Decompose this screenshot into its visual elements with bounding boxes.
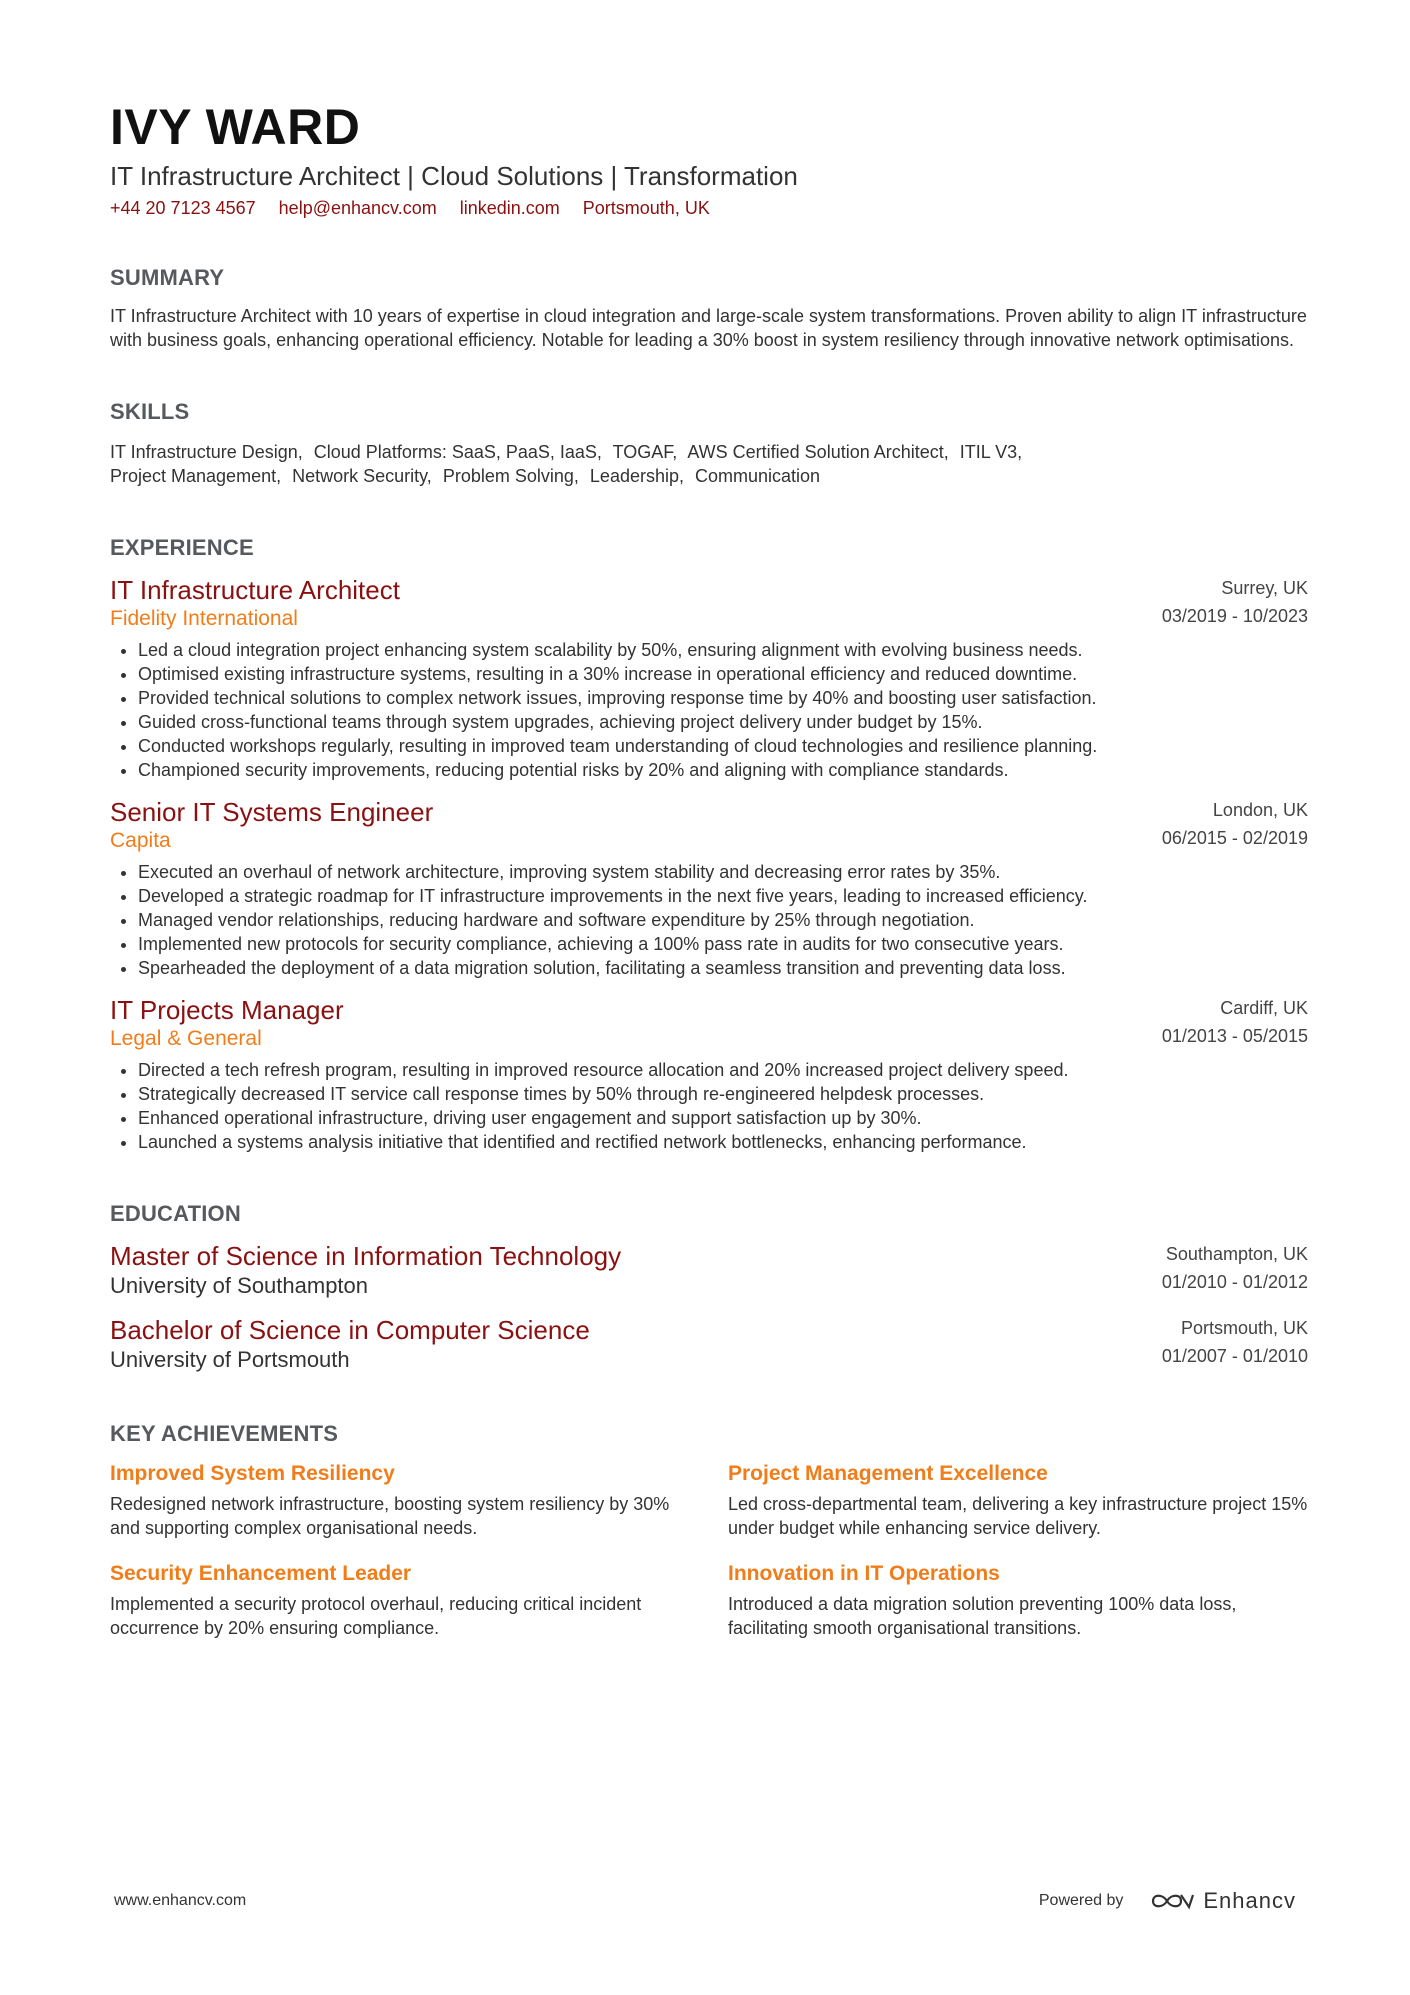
job-entry xyxy=(110,574,1308,782)
achievement-title: Security Enhancement Leader xyxy=(110,1562,412,1585)
achievement-desc: Led cross-departmental team, delivering a key infrastructure project 15% under budget while enhancing service delivery. xyxy=(728,1494,1308,1538)
skill-item: IT Infrastructure Design, xyxy=(110,442,303,462)
education-heading: EDUCATION xyxy=(110,1201,241,1226)
job-bullet: • Implemented new protocols for security compliance, achieving a 100% pass rate in audits for two consecutive years. xyxy=(138,932,1308,956)
company-name: Legal & General xyxy=(110,1027,262,1050)
job-entry xyxy=(110,994,1308,1154)
education-location: Portsmouth, UK xyxy=(1180,1318,1308,1338)
skill-item: Project Management, xyxy=(110,466,282,486)
job-bullets xyxy=(110,860,1308,980)
achievement-item xyxy=(110,1460,728,1540)
contact-line xyxy=(110,196,1308,220)
achievement-desc: Redesigned network infrastructure, boosting system resiliency by 30% and supporting complex organisational needs. xyxy=(110,1494,670,1538)
achievement-title: Improved System Resiliency xyxy=(110,1462,395,1485)
achievements-grid xyxy=(110,1460,1308,1660)
skill-item: Communication xyxy=(695,466,821,486)
skills-list xyxy=(110,440,1308,488)
job-bullets xyxy=(110,638,1308,782)
job-bullets xyxy=(110,1058,1308,1154)
email-link[interactable]: help@enhancv.com xyxy=(278,198,437,218)
job-bullet: • Led a cloud integration project enhancing system scalability by 50%, ensuring alignment with evolving business needs. xyxy=(138,638,1308,662)
job-bullet: • Executed an overhaul of network architecture, improving system stability and decreasing error rates by 35%. xyxy=(138,860,1308,884)
skill-item: ITIL V3, xyxy=(959,442,1023,462)
skill-item: Cloud Platforms: SaaS, PaaS, IaaS, xyxy=(313,442,602,462)
headline: IT Infrastructure Architect | Cloud Solutions | Transformation xyxy=(110,161,798,191)
resume-page xyxy=(110,100,1308,1660)
achievement-item xyxy=(728,1560,1308,1640)
job-bullet: • Developed a strategic roadmap for IT infrastructure improvements in the next five years, leading to increased efficiency. xyxy=(138,884,1308,908)
skills-heading: SKILLS xyxy=(110,399,190,424)
page-footer xyxy=(0,1888,1410,1918)
education-location: Southampton, UK xyxy=(1165,1244,1308,1264)
job-entry xyxy=(110,796,1308,980)
degree-title: Bachelor of Science in Computer Science xyxy=(110,1315,590,1345)
achievement-title: Project Management Excellence xyxy=(728,1462,1048,1485)
achievement-desc: Introduced a data migration solution preventing 100% data loss, facilitating smooth organisational transitions. xyxy=(728,1594,1237,1638)
job-bullet: • Directed a tech refresh program, resulting in improved resource allocation and 20% increased project delivery speed. xyxy=(138,1058,1308,1082)
job-bullet: • Optimised existing infrastructure systems, resulting in a 30% increase in operational efficiency and reduced downtime. xyxy=(138,662,1308,686)
location-text: Portsmouth, UK xyxy=(582,198,710,218)
school-name: University of Portsmouth xyxy=(110,1347,350,1372)
job-location: Cardiff, UK xyxy=(1220,998,1308,1018)
education-dates: 01/2007 - 01/2010 xyxy=(1161,1346,1308,1366)
job-dates: 01/2013 - 05/2015 xyxy=(1161,1026,1308,1046)
job-location: Surrey, UK xyxy=(1221,578,1308,598)
skill-item: Problem Solving, xyxy=(442,466,579,486)
company-name: Fidelity International xyxy=(110,607,298,630)
job-location: London, UK xyxy=(1212,800,1308,820)
job-bullet: • Conducted workshops regularly, resulting in improved team understanding of cloud technologies and resilience planning. xyxy=(138,734,1308,758)
skill-item: Leadership, xyxy=(589,466,684,486)
skill-item: Network Security, xyxy=(292,466,432,486)
phone-link[interactable]: +44 20 7123 4567 xyxy=(110,198,256,218)
linkedin-link[interactable]: linkedin.com xyxy=(459,198,560,218)
job-title: IT Projects Manager xyxy=(110,995,344,1025)
job-title: IT Infrastructure Architect xyxy=(110,575,400,605)
candidate-name: IVY WARD xyxy=(110,99,361,155)
job-bullet: • Championed security improvements, reducing potential risks by 20% and aligning with compliance standards. xyxy=(138,758,1308,782)
job-dates: 03/2019 - 10/2023 xyxy=(1161,606,1308,626)
job-dates: 06/2015 - 02/2019 xyxy=(1161,828,1308,848)
job-bullet: • Launched a systems analysis initiative that identified and rectified network bottlenecks, enhancing performance. xyxy=(138,1130,1308,1154)
enhancv-brand-text[interactable]: Enhancv xyxy=(1203,1888,1296,1913)
summary-text: IT Infrastructure Architect with 10 years of expertise in cloud integration and large-scale system transformations. Proven ability to align IT infrastructure with business goals, enhancing operational efficiency. Notable for leading a 30% boost in system resiliency through innovative network optimisations. xyxy=(110,306,1307,350)
achievements-heading: KEY ACHIEVEMENTS xyxy=(110,1421,339,1446)
degree-title: Master of Science in Information Technology xyxy=(110,1241,622,1271)
job-bullet: • Strategically decreased IT service call response times by 50% through re-engineered helpdesk processes. xyxy=(138,1082,1308,1106)
job-bullet: • Enhanced operational infrastructure, driving user engagement and support satisfaction up by 30%. xyxy=(138,1106,1308,1130)
achievement-desc: Implemented a security protocol overhaul, reducing critical incident occurrence by 20% ensuring compliance. xyxy=(110,1594,642,1638)
skill-item: TOGAF, xyxy=(612,442,678,462)
enhancv-logo-icon xyxy=(1149,1889,1195,1913)
summary-heading: SUMMARY xyxy=(110,265,225,290)
job-bullet: • Provided technical solutions to complex network issues, improving response time by 40% and boosting user satisfaction. xyxy=(138,686,1308,710)
footer-url-link[interactable]: www.enhancv.com xyxy=(114,1892,247,1909)
powered-by-label: Powered by xyxy=(1038,1892,1124,1909)
job-bullet: • Spearheaded the deployment of a data migration solution, facilitating a seamless transition and preventing data loss. xyxy=(138,956,1308,980)
powered-by xyxy=(1039,1888,1296,1914)
school-name: University of Southampton xyxy=(110,1273,369,1298)
education-dates: 01/2010 - 01/2012 xyxy=(1161,1272,1308,1292)
achievement-title: Innovation in IT Operations xyxy=(728,1562,1000,1585)
experience-heading: EXPERIENCE xyxy=(110,535,254,560)
education-entry xyxy=(110,1240,1308,1300)
achievement-item xyxy=(728,1460,1308,1540)
achievement-item xyxy=(110,1560,728,1640)
education-entry xyxy=(110,1314,1308,1374)
skill-item: AWS Certified Solution Architect, xyxy=(687,442,949,462)
job-bullet: • Guided cross-functional teams through system upgrades, achieving project delivery under budget by 15%. xyxy=(138,710,1308,734)
company-name: Capita xyxy=(110,829,171,852)
job-bullet: • Managed vendor relationships, reducing hardware and software expenditure by 25% through negotiation. xyxy=(138,908,1308,932)
job-title: Senior IT Systems Engineer xyxy=(110,797,434,827)
